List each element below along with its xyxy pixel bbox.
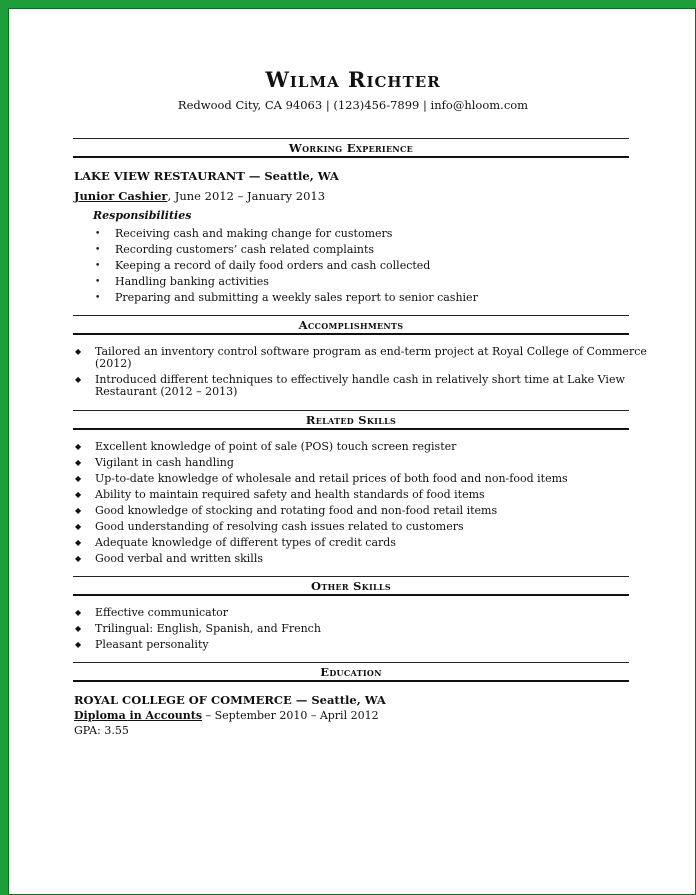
contact-line: Redwood City, CA 94063 | (123)456-7899 | info@hloom.com: [177, 98, 529, 112]
resume-page: [8, 8, 696, 895]
list-item-text: Good knowledge of stocking and rotating food and non-food retail items: [95, 504, 498, 517]
degree-title: Diploma in Accounts: [74, 709, 203, 722]
section-rule-bottom: [73, 156, 629, 158]
job-title-line: [74, 189, 325, 203]
section-rule-top: [73, 315, 629, 316]
section-rule-bottom: [73, 428, 629, 430]
job-dates: , June 2012 – January 2013: [167, 189, 326, 203]
section-rule-bottom: [73, 680, 629, 682]
section-rule-top: [73, 576, 629, 577]
list-item-text: Up-to-date knowledge of wholesale and retail prices of both food and non-food items: [95, 472, 568, 485]
list-item-text: Pleasant personality: [95, 638, 209, 651]
diamond-bullet-icon: ◆: [75, 522, 82, 531]
gpa: GPA: 3.55: [74, 724, 129, 737]
section-rule-top: [73, 138, 629, 139]
candidate-name: Wilma Richter: [265, 67, 441, 92]
list-item-text-cont: Restaurant (2012 – 2013): [95, 385, 238, 398]
list-item-text: Good understanding of resolving cash issues related to customers: [95, 520, 464, 533]
job-title: Junior Cashier: [74, 189, 168, 203]
degree-dates: – September 2010 – April 2012: [202, 709, 379, 722]
bullet-icon: •: [95, 277, 101, 287]
section-title-work: Working Experience: [288, 141, 414, 155]
diamond-bullet-icon: ◆: [75, 347, 82, 356]
diamond-bullet-icon: ◆: [75, 554, 82, 563]
list-item-text: Receiving cash and making change for customers: [115, 227, 393, 240]
section-title-related-skills: Related Skills: [305, 413, 397, 427]
employer-name: LAKE VIEW RESTAURANT — Seattle, WA: [74, 169, 339, 183]
list-item-text: Good verbal and written skills: [95, 552, 263, 565]
diamond-bullet-icon: ◆: [75, 375, 82, 384]
diamond-bullet-icon: ◆: [75, 608, 82, 617]
diamond-bullet-icon: ◆: [75, 458, 82, 467]
bullet-icon: •: [95, 261, 101, 271]
list-item-text: Adequate knowledge of different types of credit cards: [95, 536, 396, 549]
list-item-text: Trilingual: English, Spanish, and French: [95, 622, 321, 635]
school-name: ROYAL COLLEGE OF COMMERCE — Seattle, WA: [74, 693, 386, 707]
list-item-text: Recording customers’ cash related complaints: [115, 243, 375, 256]
degree-line: [74, 709, 379, 722]
responsibilities-label: Responsibilities: [93, 209, 192, 222]
list-item-text: Excellent knowledge of point of sale (POS) touch screen register: [95, 440, 457, 453]
diamond-bullet-icon: ◆: [75, 538, 82, 547]
list-item-text: Handling banking activities: [115, 275, 269, 288]
list-item-text: Keeping a record of daily food orders and cash collected: [115, 259, 431, 272]
list-item-text: Vigilant in cash handling: [95, 456, 234, 469]
bullet-icon: •: [95, 293, 101, 303]
list-item-text: Preparing and submitting a weekly sales report to senior cashier: [115, 291, 478, 304]
section-rule-bottom: [73, 333, 629, 335]
section-rule-bottom: [73, 594, 629, 596]
diamond-bullet-icon: ◆: [75, 490, 82, 499]
section-title-other-skills: Other Skills: [311, 579, 391, 593]
section-rule-top: [73, 410, 629, 411]
bullet-icon: •: [95, 229, 101, 239]
diamond-bullet-icon: ◆: [75, 442, 82, 451]
list-item-text: Ability to maintain required safety and health standards of food items: [95, 488, 485, 501]
list-item-text: Effective communicator: [95, 606, 229, 619]
section-rule-top: [73, 662, 629, 663]
list-item-text: Introduced different techniques to effectively handle cash in relatively short time at Lake View: [95, 373, 625, 386]
diamond-bullet-icon: ◆: [75, 474, 82, 483]
list-item-text: Tailored an inventory control software program as end-term project at Royal College of Commerce: [95, 345, 647, 358]
list-item-text-cont: (2012): [95, 357, 132, 370]
diamond-bullet-icon: ◆: [75, 640, 82, 649]
bullet-icon: •: [95, 245, 101, 255]
section-title-education: Education: [320, 665, 382, 679]
section-title-accomplishments: Accomplishments: [298, 318, 404, 332]
diamond-bullet-icon: ◆: [75, 624, 82, 633]
diamond-bullet-icon: ◆: [75, 506, 82, 515]
